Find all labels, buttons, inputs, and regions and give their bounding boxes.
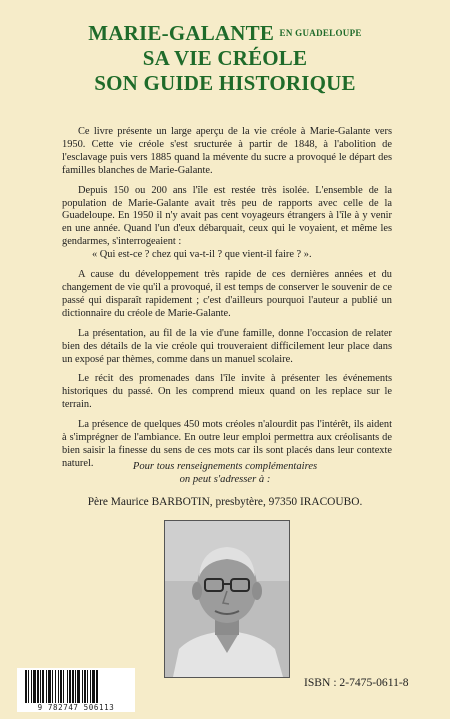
blurb-text xyxy=(62,126,392,478)
contact-line-1: Pour tous renseignements complémentaires xyxy=(132,461,318,472)
contact-block xyxy=(0,460,450,509)
contact-address: Père Maurice BARBOTIN, presbytère, 97350 IRACOUBO. xyxy=(87,496,363,508)
author-photo xyxy=(164,520,290,678)
title-line-2: SA VIE CRÉOLE xyxy=(142,46,308,70)
paragraph-1: Ce livre présente un large aperçu de la vie créole à Marie-Galante vers 1950. Cette vie créole s'est sructurée à partir de 1848, à l'abolition de l'esclavage puis vers 1885 quand la mévente du sucre a provoqué le départ des familles blanches de Marie-Galante. xyxy=(62,126,392,176)
barcode-bars xyxy=(25,670,129,703)
paragraph-2: Depuis 150 ou 200 ans l'île est restée très isolée. L'ensemble de la population de Marie-Galante avait très peu de rapports avec celle de la Guadeloupe. En 1950 il n'y avait pas cent voyageurs étrangers à l'île à y venir en une année. Quand l'un d'eux débarquait, ceux qui le voyaient, et même les gendarmes, s'interrogeaient : xyxy=(62,184,392,248)
title-line-3: SON GUIDE HISTORIQUE xyxy=(94,71,356,95)
title-line-1 xyxy=(0,22,450,45)
isbn-number: ISBN : 2-7475-0611-8 xyxy=(304,676,409,689)
barcode xyxy=(17,668,135,712)
paragraph-6: La présence de quelques 450 mots créoles n'alourdit pas l'intérêt, ils aident à s'imprégner de l'ambiance. En outre leur emploi permettra aux créolisants de bien saisir la finesse du sens de ces mots car ils sont placés dans leur contexte naturel. xyxy=(62,419,392,469)
paragraph-4: La présentation, au fil de la vie d'une famille, donne l'occasion de relater bien des détails de la vie créole qui trouveraient difficilement leur place dans un exposé par thèmes, comme dans un manuel scolaire. xyxy=(62,327,392,365)
paragraph-3: A cause du développement très rapide de ces dernières années et du changement de vie qu'il a provoqué, il est temps de conserver le souvenir de ce passé qui disparaît rapidement ; c'est d'ailleurs pourquoi l'auteur a publié un dictionnaire du créole de Marie-Galante. xyxy=(62,269,392,319)
contact-line-2: on peut s'adresser à : xyxy=(179,474,271,485)
barcode-digits: 9 782747 506113 xyxy=(37,703,115,712)
author-portrait-image xyxy=(165,521,289,677)
title-main: MARIE-GALANTE xyxy=(88,21,275,45)
paragraph-5: Le récit des promenades dans l'île invite à présenter les événements historiques du passé. On les comprend mieux quand on les replace sur le terrain. xyxy=(62,373,392,411)
title-subtitle-small: EN GUADELOUPE xyxy=(279,28,362,38)
paragraph-2-quote: « Qui est-ce ? chez qui va-t-il ? que vient-il faire ? ». xyxy=(92,249,312,261)
